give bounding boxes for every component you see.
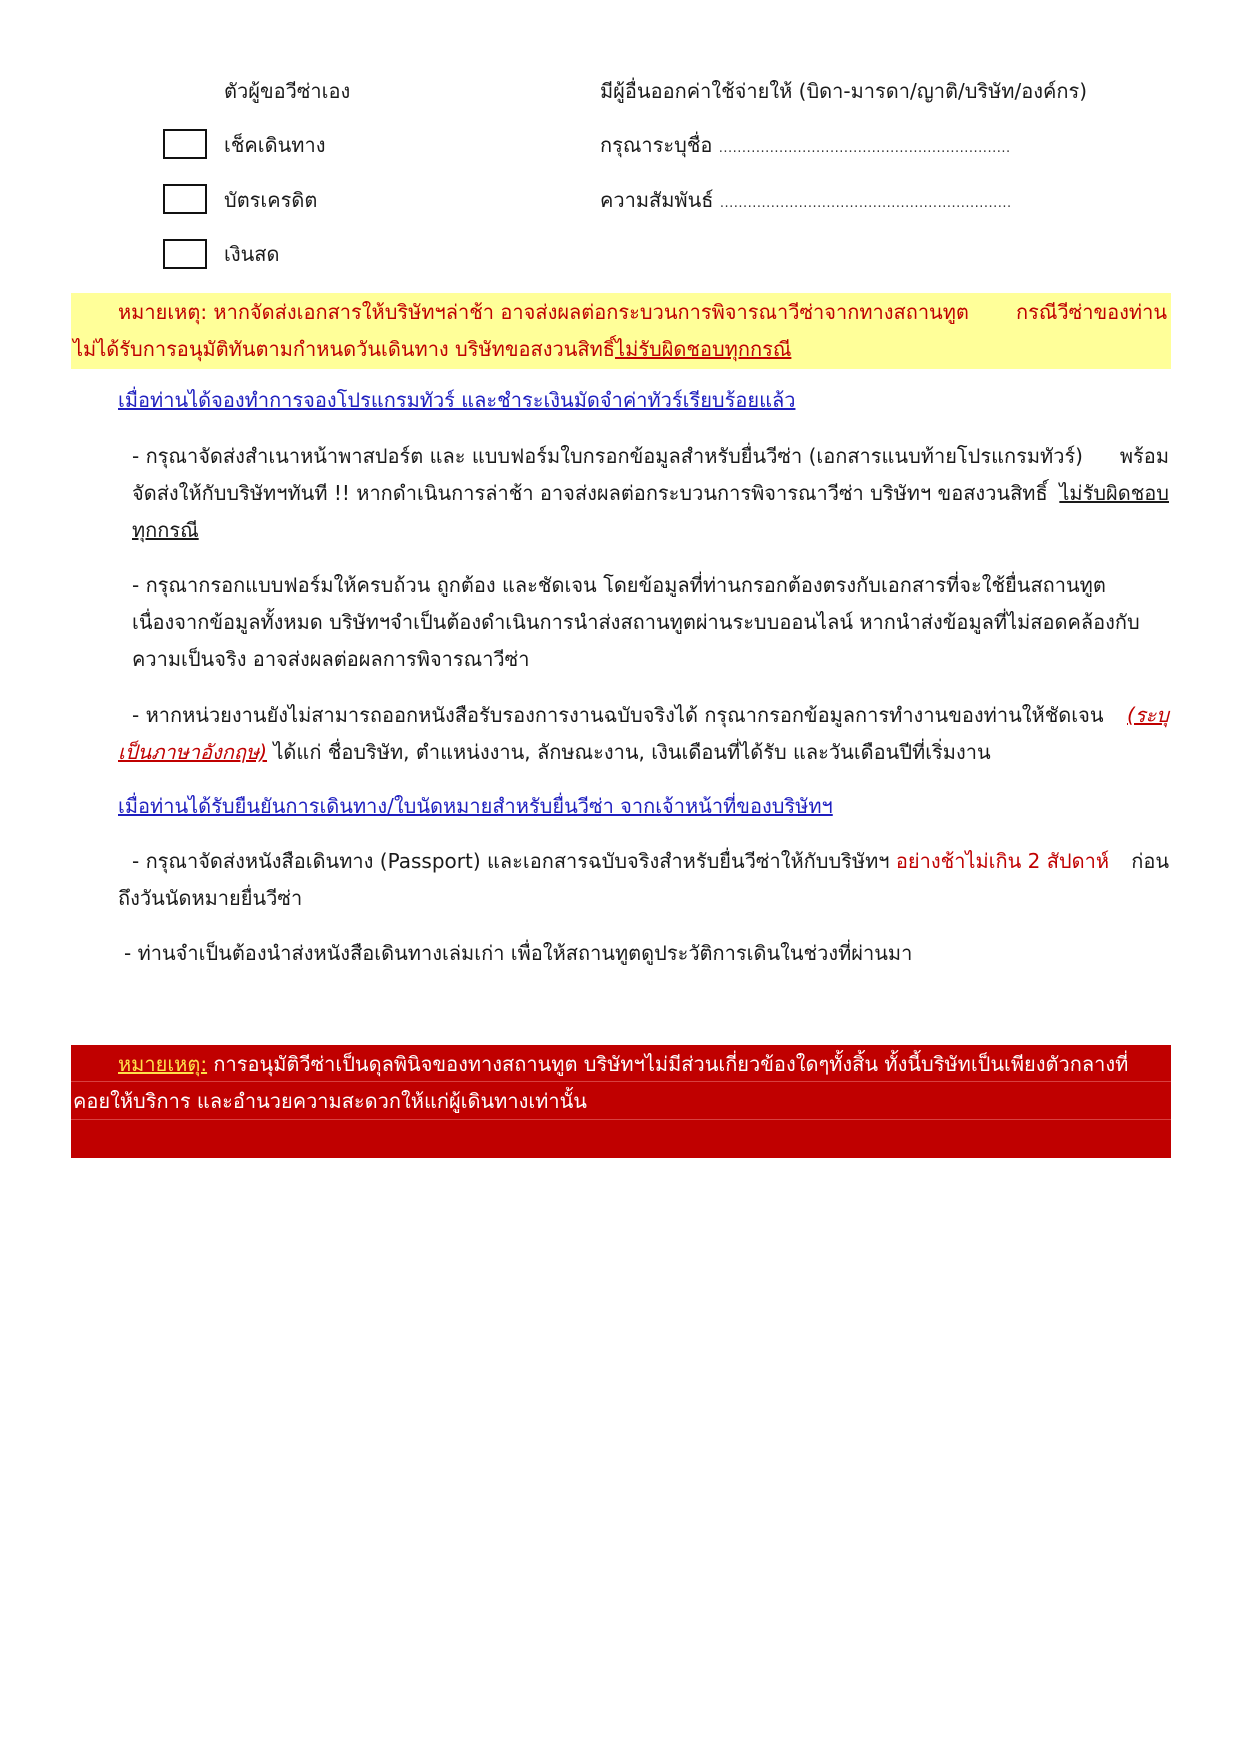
cash-checkbox[interactable]	[163, 239, 207, 269]
section1-item1-no-liability: ไม่รับผิดชอบ	[1059, 481, 1169, 505]
sponsor-relation-label: ความสัมพันธ์	[600, 188, 714, 212]
cash-label: เงินสด	[224, 242, 280, 266]
section1-heading: เมื่อท่านได้จองทำการจองโปรแกรมทัวร์ และชำระเงินมัดจำค่าทัวร์เรียบร้อยแล้ว	[118, 388, 796, 412]
note1-line1-text: หากจัดส่งเอกสารให้บริษัทฯล่าช้า อาจส่งผลต่อกระบวนการพิจารณาวีซ่าจากทางสถานทูต	[213, 300, 969, 324]
section1-item1-line3: ทุกกรณี	[132, 518, 199, 542]
section1-item2-line3: ความเป็นจริง อาจส่งผลต่อผลการพิจารณาวีซ่า	[132, 647, 530, 671]
section1-item1-line1: - กรุณาจัดส่งสำเนาหน้าพาสปอร์ต และ แบบฟอร์มใบกรอกข้อมูลสำหรับยื่นวีซ่า (เอกสารแนบท้ายโปรแกรมทัวร์)	[132, 444, 1083, 468]
note1-label: หมายเหตุ:	[118, 300, 208, 324]
sponsor-name-dots: ...............................................................	[718, 141, 1011, 156]
section1-item3-line2	[118, 733, 991, 771]
section2-item1-deadline: อย่างช้าไม่เกิน 2 สัปดาห์	[895, 849, 1110, 873]
section2-item2: - ท่านจำเป็นต้องนำส่งหนังสือเดินทางเล่มเก่า เพื่อให้สถานทูตดูประวัติการเดินในช่วงที่ผ่านมา	[124, 941, 913, 965]
note2-label: หมายเหตุ:	[118, 1052, 208, 1076]
self-payer-header: ตัวผู้ขอวีซ่าเอง	[224, 79, 351, 103]
sponsor-name-label: กรุณาระบุชื่อ	[600, 133, 713, 157]
travelers-cheque-checkbox[interactable]	[163, 129, 207, 159]
section1-item3-line1: - หากหน่วยงานยังไม่สามารถออกหนังสือรับรองการงานฉบับจริงได้ กรุณากรอกข้อมูลการทำงานของท่านให้ชัดเจน	[132, 703, 1104, 727]
note2-line1	[118, 1045, 1128, 1083]
section1-item1-line1-end: พร้อม	[1119, 444, 1169, 468]
section2-item1-line1	[132, 842, 1109, 880]
section1-item2-line1: - กรุณากรอกแบบฟอร์มให้ครบถ้วน ถูกต้อง และชัดเจน โดยข้อมูลที่ท่านกรอกต้องตรงกับเอกสารที่จะใช้ยื่นสถานทูต	[132, 573, 1106, 597]
note1-line1-end: กรณีวีซ่าของท่าน	[1016, 300, 1167, 324]
note1-line1	[118, 293, 969, 331]
note1-line2	[73, 330, 791, 368]
section1-item3-details: ได้แก่ ชื่อบริษัท, ตำแหน่งงาน, ลักษณะงาน, เงินเดือนที่ได้รับ และวันเดือนปีที่เริ่มงาน	[273, 740, 991, 764]
sponsor-relation-dots: ...............................................................	[719, 196, 1012, 211]
section2-heading: เมื่อท่านได้รับยืนยันการเดินทาง/ใบนัดหมายสำหรับยื่นวีซ่า จากเจ้าหน้าที่ของบริษัทฯ	[118, 794, 833, 818]
note1-no-liability: ไม่รับผิดชอบทุกกรณี	[615, 337, 792, 361]
other-payer-header: มีผู้อื่นออกค่าใช้จ่ายให้ (บิดา-มารดา/ญาติ/บริษัท/องค์กร)	[600, 79, 1088, 103]
note1-line2-text: ไม่ได้รับการอนุมัติทันตามกำหนดวันเดินทาง บริษัทขอสงวนสิทธิ์	[73, 337, 616, 361]
note2-line2: คอยให้บริการ และอำนวยความสะดวกให้แก่ผู้เดินทางเท่านั้น	[73, 1089, 587, 1113]
approval-disclaimer-note	[71, 1045, 1171, 1158]
late-submission-note	[71, 293, 1171, 369]
sponsor-name-field[interactable]	[600, 126, 1011, 168]
section2-item1-text: - กรุณาจัดส่งหนังสือเดินทาง (Passport) และเอกสารฉบับจริงสำหรับยื่นวีซ่าให้กับบริษัทฯ	[132, 849, 890, 873]
note2-line1-text: การอนุมัติวีซ่าเป็นดุลพินิจของทางสถานทูต บริษัทฯไม่มีส่วนเกี่ยวข้องใดๆทั้งสิ้น ทั้งนี้บริษัทเป็นเพียงตัวกลางที่	[213, 1052, 1129, 1076]
section2-item1-line1-end: ก่อน	[1131, 849, 1169, 873]
section1-item1-line2: จัดส่งให้กับบริษัทฯทันที !! หากดำเนินการล่าช้า อาจส่งผลต่อกระบวนการพิจารณาวีซ่า บริษัทฯ ขอสงวนสิทธิ์	[132, 481, 1048, 505]
section2-item1-line2: ถึงวันนัดหมายยื่นวีซ่า	[118, 886, 303, 910]
credit-card-label: บัตรเครดิต	[224, 188, 318, 212]
sponsor-relation-field[interactable]	[600, 181, 1012, 223]
travelers-cheque-label: เช็คเดินทาง	[224, 133, 326, 157]
section1-item2-line2: เนื่องจากข้อมูลทั้งหมด บริษัทฯจำเป็นต้องดำเนินการนำส่งสถานทูตผ่านระบบออนไลน์ หากนำส่งข้อมูลที่ไม่สอดคล้องกับ	[132, 610, 1140, 634]
credit-card-checkbox[interactable]	[163, 184, 207, 214]
section1-item3-english-note-start: (ระบุ	[1127, 703, 1169, 727]
section1-item3-english-note-end: เป็นภาษาอังกฤษ)	[118, 740, 268, 764]
